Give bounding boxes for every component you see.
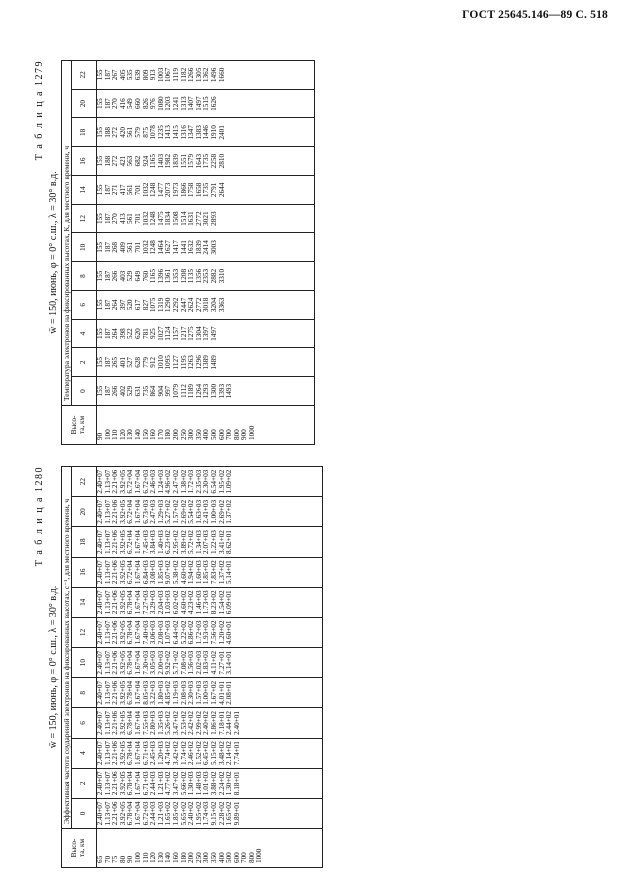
table-1280-subtitle: w̄ = 150, июнь, φ = 0° с.ш., λ = 30° в.д.	[48, 585, 59, 749]
table-1280-param-header: Эффективная частота соударений электронов на фиксированных высотах, с⁻¹, для местного времени, ч	[62, 467, 72, 829]
value-column: 155 187 267 405 535 639 809 913 1003 1067 1119 1182 1266 1305 1362 1496 1660	[97, 61, 315, 90]
value-column: 2.40+07 1.13+07 2.21+06 3.92+05 6.78+04 1.67+04 8.05+03 3.22+03 1.80+03 4.85+02 1.19+03 2.08+03 2.30+03 1.57+03 1.00+03 1.67+02 4.01+01 2.08+01	[97, 678, 323, 708]
table-1280	[61, 466, 323, 868]
value-column: 2.40+07 1.13+07 2.21+06 3.92+05 6.78+04 1.67+04 6.71+03 2.44+03 1.21+03 4.77+02 3.47+02 5.66+02 1.30+03 1.48+03 1.01+03 3.88+02 2.24+02 1.30+02 8.18+01	[97, 768, 323, 798]
value-column: 155 187 265 401 527 628 779 912 1010 1095 1127 1195 1263 1296 1389 1489	[97, 348, 315, 377]
value-column: 155 187 266 403 529 649 760 1165 1396 1361 1353 1208 1135 1356 2353 2882 3310	[97, 262, 315, 291]
time-column-header: 16	[72, 557, 97, 587]
value-column: 2.40+07 1.13+07 2.21+06 3.92+05 6.72+04 1.67+04 6.73+03 2.47+03 1.29+03 5.27+02 1.57+02 2.69+02 5.54+02 1.63+03 2.41+03 1.00+03 2.69+02 1.37+02	[97, 497, 323, 527]
value-column: 155 187 270 416 549 660 826 976 1080 1203 1241 1313 1407 1497 1515 1626	[97, 89, 315, 118]
time-column-header: 2	[72, 348, 97, 377]
time-column-header: 14	[72, 176, 97, 205]
time-column-header: 0	[72, 798, 97, 828]
value-column: 2.40+07 1.13+07 2.21+06 3.92+05 6.78+04 1.67+04 7.40+03 3.06+03 2.08+03 1.07+03 6.44+02 5.22+02 6.86+02 1.72+03 1.93+03 7.56+02 1.20+02 4.60+01	[97, 617, 323, 647]
height-values: 65 70 75 80 90 100 110 120 130 140 160 180 200 250 300 350 400 500 600 700 800 1000	[97, 829, 323, 868]
value-column: 2.40+07 1.13+07 2.21+06 3.92+05 6.72+04 1.67+04 7.45+03 3.84+03 1.40+03 6.23+02 2.95+02 3.89+02 5.72+02 1.34+03 2.07+03 1.22+03 3.41+02 8.62+01	[97, 527, 323, 557]
value-column: 155 187 268 409 561 701 1032 1248 1464 1627 1417 1441 1632 1839 2414 3003	[97, 233, 315, 262]
time-column-header: 22	[72, 467, 97, 497]
table-1279	[61, 60, 315, 445]
value-column: 155 188 272 421 563 682 924 1165 1403 1982 1839 1551 1579 1643 1735 2258 2810	[97, 147, 315, 176]
time-column-header: 12	[72, 204, 97, 233]
time-column-header: 16	[72, 147, 97, 176]
time-column-header: 6	[72, 291, 97, 320]
time-column-header: 18	[72, 118, 97, 147]
value-column: 2.40+07 1.13+07 2.21+06 3.92+05 6.72+04 1.67+04 6.84+03 3.08+03 1.85+03 9.07+02 5.38+02 4.60+02 1.94+02 1.60+03 1.85+03 7.83+02 1.37+02 5.14+01	[97, 557, 323, 587]
height-values: 90 100 110 120 130 140 150 160 170 180 200 250 300 350 400 500 600 700 800 900 1000	[97, 406, 315, 445]
table-1279-block	[34, 60, 315, 445]
table-1280-block	[34, 466, 323, 868]
time-column-header: 2	[72, 768, 97, 798]
time-column-header: 18	[72, 527, 97, 557]
time-column-header: 20	[72, 89, 97, 118]
value-column: 2.40+07 1.13+07 2.21+06 3.92+05 6.78+04 1.67+04 6.71+03 2.45+03 1.20+03 4.74+02 3.42+02 1.74+02 2.46+02 1.52+02 6.45+02 5.15+02 3.48+02 2.14+02 7.74+01	[97, 738, 323, 768]
value-column: 155 187 264 398 522 620 781 925 1027 1124 1157 1217 1275 1304 1397 1497	[97, 319, 315, 348]
time-column-header: 20	[72, 497, 97, 527]
time-column-header: 22	[72, 61, 97, 90]
value-column: 2.40+07 1.13+07 2.21+06 3.92+05 6.78+04 1.67+04 7.30+03 3.05+03 2.00+03 9.92+02 5.71+02 7.08+02 1.56+03 2.02+03 1.83+03 4.11+02 7.27+01 3.14+01	[97, 648, 323, 678]
page-header: ГОСТ 25645.146—89 С. 518	[462, 9, 608, 21]
table-1279-title: Т а б л и ц а 1279	[34, 60, 45, 161]
time-column-header: 6	[72, 708, 97, 738]
value-column: 155 187 270 413 561 701 1032 1248 1475 1834 1508 1514 1631 2772 3021 2893	[97, 204, 315, 233]
value-column: 2.40+07 1.13+07 2.21+06 3.92+05 6.78+04 1.67+04 6.72+03 2.44+03 1.21+03 1.65+02 1.85+02 5.65+02 2.40+02 1.95+02 1.74+03 9.15+02 2.28+02 1.65+02 9.89+01	[97, 798, 323, 828]
value-column: 2.40+07 1.13+07 2.21+06 3.92+05 6.78+04 1.67+04 7.55+03 2.80+03 1.35+03 5.26+02 3.47+02 2.53+02 2.42+02 2.99+02 2.40+02 1.86+02 7.18+01 2.44+02 2.40+01	[97, 708, 323, 738]
time-column-header: 12	[72, 617, 97, 647]
table-1279-param-header: Температура электронов на фиксированных высотах, К, для местного времени, ч	[62, 61, 72, 406]
value-column: 2.40+07 1.13+07 2.21+06 3.92+05 6.78+04 1.67+04 7.27+03 3.29+03 2.04+03 1.03+03 6.02+02 4.60+02 4.23+02 1.46+03 1.73+03 8.23+02 1.54+02 6.09+01	[97, 587, 323, 617]
table-1279-height-header: Высо- та, км	[62, 406, 97, 445]
time-column-header: 4	[72, 738, 97, 768]
time-column-header: 0	[72, 377, 97, 406]
value-column: 155 188 272 420 561 579 875 1078 1235 1413 1415 1316 1347 1383 1446 1910 2401	[97, 118, 315, 147]
table-1279-subtitle: w̄ = 150, июнь, φ = 0° с.ш., λ = 30° в.д.	[48, 171, 59, 334]
time-column-header: 10	[72, 233, 97, 262]
time-column-header: 14	[72, 587, 97, 617]
value-column: 155 187 266 402 529 631 735 864 904 997 1079 1112 1189 1264 1293 1300 1393 1493	[97, 377, 315, 406]
value-column: 155 187 264 397 520 617 827 1075 1319 1290 2292 2447 2624 2772 3018 3204 3363	[97, 291, 315, 320]
time-column-header: 8	[72, 262, 97, 291]
table-1280-height-header: Высо- та, км	[62, 829, 97, 868]
time-column-header: 10	[72, 648, 97, 678]
value-column: 155 187 271 417 561 701 1032 1248 1477 2073 1973 1866 1758 1658 1735 2791 2644	[97, 176, 315, 205]
time-column-header: 8	[72, 678, 97, 708]
table-1280-title: Т а б л и ц а 1280	[34, 466, 45, 567]
time-column-header: 4	[72, 319, 97, 348]
value-column: 2.40+07 1.13+07 2.21+06 3.92+05 6.72+04 1.67+04 6.72+03 2.46+03 1.24+03 4.96+02 2.47+02 1.38+02 1.72+03 2.35+03 2.30+03 6.54+02 1.95+02 1.09+02	[97, 467, 323, 497]
